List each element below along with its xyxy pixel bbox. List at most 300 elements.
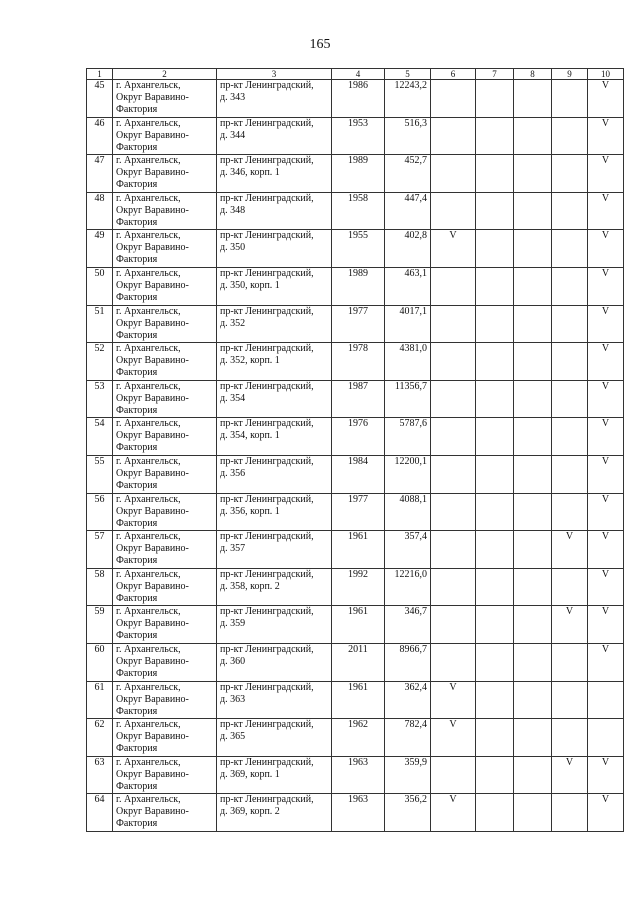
check-mark-c10: V	[588, 493, 624, 531]
address-street-line: д. 348	[220, 204, 246, 216]
address-city-line: Округ Варавино-	[116, 204, 189, 216]
address-city-line: г. Архангельск,	[116, 418, 181, 430]
row-number: 59	[87, 606, 113, 644]
check-mark-c9	[552, 117, 588, 155]
address-city-line: Округ Варавино-	[116, 580, 189, 592]
row-number: 58	[87, 568, 113, 606]
check-mark-c10: V	[588, 794, 624, 832]
build-year: 1963	[332, 756, 385, 794]
address-street	[217, 681, 332, 719]
check-mark-c8	[514, 230, 552, 268]
address-city-line: г. Архангельск,	[116, 192, 181, 204]
row-number: 62	[87, 719, 113, 757]
address-city	[113, 192, 217, 230]
build-year: 1963	[332, 794, 385, 832]
check-mark-c9	[552, 568, 588, 606]
address-city-line: Округ Варавино-	[116, 467, 189, 479]
check-mark-c10: V	[588, 455, 624, 493]
check-mark-c8	[514, 192, 552, 230]
address-city-line: Фактория	[116, 517, 158, 529]
address-street	[217, 343, 332, 381]
total-area: 402,8	[385, 230, 431, 268]
total-area: 8966,7	[385, 643, 431, 681]
address-city-line: Фактория	[116, 479, 158, 491]
check-mark-c7	[476, 531, 514, 569]
check-mark-c10: V	[588, 267, 624, 305]
check-mark-c10: V	[588, 531, 624, 569]
check-mark-c6	[431, 192, 476, 230]
build-year: 1977	[332, 305, 385, 343]
housing-registry-table	[86, 68, 624, 832]
address-city	[113, 155, 217, 193]
column-header: 1	[87, 69, 113, 80]
row-number: 45	[87, 80, 113, 118]
check-mark-c10: V	[588, 756, 624, 794]
row-number: 54	[87, 418, 113, 456]
check-mark-c9	[552, 455, 588, 493]
column-header: 9	[552, 69, 588, 80]
check-mark-c8	[514, 267, 552, 305]
address-street-line: д. 343	[220, 92, 246, 103]
check-mark-c9	[552, 643, 588, 681]
check-mark-c6	[431, 418, 476, 456]
address-street	[217, 267, 332, 305]
address-street-line: д. 356	[220, 467, 246, 479]
check-mark-c7	[476, 305, 514, 343]
check-mark-c6: V	[431, 794, 476, 832]
row-number: 51	[87, 305, 113, 343]
address-city-line: Фактория	[116, 780, 158, 792]
address-city	[113, 493, 217, 531]
address-city	[113, 531, 217, 569]
check-mark-c10: V	[588, 606, 624, 644]
total-area: 12216,0	[385, 568, 431, 606]
address-street	[217, 643, 332, 681]
total-area: 4088,1	[385, 493, 431, 531]
address-street-line: пр-кт Ленинградский,	[220, 117, 314, 129]
table-row	[87, 493, 624, 531]
build-year: 1953	[332, 117, 385, 155]
table-row	[87, 756, 624, 794]
address-city	[113, 117, 217, 155]
address-street	[217, 568, 332, 606]
address-city-line: Фактория	[116, 404, 158, 416]
check-mark-c10	[588, 719, 624, 757]
check-mark-c6	[431, 380, 476, 418]
total-area: 452,7	[385, 155, 431, 193]
build-year: 1961	[332, 531, 385, 569]
table-row	[87, 681, 624, 719]
address-street-line: пр-кт Ленинградский,	[220, 681, 314, 693]
address-city-line: Фактория	[116, 705, 158, 717]
address-street	[217, 155, 332, 193]
row-number: 52	[87, 343, 113, 381]
check-mark-c9	[552, 719, 588, 757]
build-year: 1962	[332, 719, 385, 757]
address-street	[217, 493, 332, 531]
address-city-line: г. Архангельск,	[116, 681, 181, 693]
check-mark-c10: V	[588, 568, 624, 606]
check-mark-c8	[514, 606, 552, 644]
check-mark-c8	[514, 117, 552, 155]
total-area: 362,4	[385, 681, 431, 719]
address-street-line: пр-кт Ленинградский,	[220, 192, 314, 204]
check-mark-c6	[431, 455, 476, 493]
address-city-line: Фактория	[116, 818, 158, 830]
row-number: 64	[87, 794, 113, 832]
check-mark-c10: V	[588, 230, 624, 268]
check-mark-c8	[514, 418, 552, 456]
check-mark-c6	[431, 643, 476, 681]
check-mark-c8	[514, 756, 552, 794]
address-city-line: Округ Варавино-	[116, 505, 189, 517]
check-mark-c9	[552, 493, 588, 531]
check-mark-c7	[476, 681, 514, 719]
check-mark-c10: V	[588, 380, 624, 418]
address-city-line: г. Архангельск,	[116, 568, 181, 580]
check-mark-c10: V	[588, 305, 624, 343]
address-street	[217, 117, 332, 155]
total-area: 356,2	[385, 794, 431, 832]
build-year: 1976	[332, 418, 385, 456]
address-city-line: г. Архангельск,	[116, 794, 181, 806]
address-street	[217, 192, 332, 230]
build-year: 1958	[332, 192, 385, 230]
address-street-line: пр-кт Ленинградский,	[220, 267, 314, 279]
build-year: 1978	[332, 343, 385, 381]
check-mark-c7	[476, 117, 514, 155]
check-mark-c8	[514, 719, 552, 757]
address-street-line: пр-кт Ленинградский,	[220, 418, 314, 430]
address-street-line: пр-кт Ленинградский,	[220, 380, 314, 392]
address-city-line: г. Архангельск,	[116, 719, 181, 731]
address-city	[113, 343, 217, 381]
address-city-line: Округ Варавино-	[116, 392, 189, 404]
address-city-line: г. Архангельск,	[116, 643, 181, 655]
row-number: 55	[87, 455, 113, 493]
address-city-line: Фактория	[116, 179, 158, 191]
address-city-line: г. Архангельск,	[116, 756, 181, 768]
table-row	[87, 192, 624, 230]
check-mark-c6	[431, 756, 476, 794]
table-row	[87, 418, 624, 456]
address-city	[113, 267, 217, 305]
address-street-line: д. 350	[220, 242, 246, 254]
address-street	[217, 531, 332, 569]
address-street-line: пр-кт Ленинградский,	[220, 531, 314, 543]
total-area: 12243,2	[385, 80, 431, 118]
column-header: 3	[217, 69, 332, 80]
check-mark-c10: V	[588, 343, 624, 381]
address-city-line: г. Архангельск,	[116, 305, 181, 317]
address-street	[217, 794, 332, 832]
address-street-line: пр-кт Ленинградский,	[220, 230, 314, 242]
build-year: 1977	[332, 493, 385, 531]
check-mark-c8	[514, 681, 552, 719]
address-city-line: г. Архангельск,	[116, 455, 181, 467]
address-city	[113, 80, 217, 118]
address-city-line: Округ Варавино-	[116, 167, 189, 179]
address-street-line: д. 352	[220, 317, 246, 329]
table-body	[87, 80, 624, 832]
address-city-line: Фактория	[116, 630, 158, 642]
check-mark-c8	[514, 794, 552, 832]
address-city-line: Округ Варавино-	[116, 129, 189, 141]
check-mark-c6	[431, 568, 476, 606]
row-number: 46	[87, 117, 113, 155]
table-row	[87, 455, 624, 493]
address-city-line: Округ Варавино-	[116, 279, 189, 291]
address-city-line: Фактория	[116, 141, 158, 153]
check-mark-c7	[476, 230, 514, 268]
row-number: 56	[87, 493, 113, 531]
row-number: 47	[87, 155, 113, 193]
row-number: 53	[87, 380, 113, 418]
address-city-line: Округ Варавино-	[116, 731, 189, 743]
check-mark-c10: V	[588, 643, 624, 681]
address-city-line: Фактория	[116, 442, 158, 454]
address-city	[113, 418, 217, 456]
address-street	[217, 455, 332, 493]
build-year: 1987	[332, 380, 385, 418]
check-mark-c10	[588, 681, 624, 719]
address-street-line: д. 354, корп. 1	[220, 430, 280, 442]
address-street-line: пр-кт Ленинградский,	[220, 455, 314, 467]
check-mark-c6	[431, 531, 476, 569]
check-mark-c7	[476, 380, 514, 418]
check-mark-c10: V	[588, 192, 624, 230]
address-city-line: Фактория	[116, 555, 158, 567]
check-mark-c8	[514, 380, 552, 418]
column-header: 5	[385, 69, 431, 80]
address-street-line: пр-кт Ленинградский,	[220, 493, 314, 505]
total-area: 447,4	[385, 192, 431, 230]
table-row	[87, 117, 624, 155]
address-city-line: Фактория	[116, 329, 158, 341]
address-city	[113, 455, 217, 493]
check-mark-c6: V	[431, 681, 476, 719]
address-street-line: пр-кт Ленинградский,	[220, 305, 314, 317]
address-street	[217, 418, 332, 456]
address-city-line: Округ Варавино-	[116, 355, 189, 367]
address-street-line: пр-кт Ленинградский,	[220, 643, 314, 655]
check-mark-c9	[552, 155, 588, 193]
check-mark-c9	[552, 192, 588, 230]
address-city-line: Округ Варавино-	[116, 806, 189, 818]
table-row	[87, 155, 624, 193]
check-mark-c8	[514, 80, 552, 118]
check-mark-c10: V	[588, 117, 624, 155]
build-year: 1989	[332, 155, 385, 193]
address-city-line: г. Архангельск,	[116, 155, 181, 167]
check-mark-c7	[476, 568, 514, 606]
build-year: 1984	[332, 455, 385, 493]
table-row	[87, 568, 624, 606]
address-city	[113, 380, 217, 418]
check-mark-c6	[431, 493, 476, 531]
address-street-line: д. 369, корп. 2	[220, 806, 280, 818]
address-street-line: д. 344	[220, 129, 246, 141]
address-street-line: д. 346, корп. 1	[220, 167, 280, 179]
total-area: 5787,6	[385, 418, 431, 456]
row-number: 60	[87, 643, 113, 681]
check-mark-c6	[431, 606, 476, 644]
table-row	[87, 230, 624, 268]
address-street-line: д. 369, корп. 1	[220, 768, 280, 780]
column-header: 7	[476, 69, 514, 80]
address-city-line: Округ Варавино-	[116, 768, 189, 780]
check-mark-c8	[514, 343, 552, 381]
row-number: 50	[87, 267, 113, 305]
build-year: 2011	[332, 643, 385, 681]
column-header: 8	[514, 69, 552, 80]
address-street-line: пр-кт Ленинградский,	[220, 568, 314, 580]
build-year: 1961	[332, 681, 385, 719]
address-street-line: д. 354	[220, 392, 246, 404]
check-mark-c7	[476, 418, 514, 456]
address-city-line: г. Архангельск,	[116, 80, 181, 91]
check-mark-c8	[514, 531, 552, 569]
address-street	[217, 230, 332, 268]
address-street-line: д. 352, корп. 1	[220, 355, 280, 367]
total-area: 4017,1	[385, 305, 431, 343]
check-mark-c9	[552, 794, 588, 832]
check-mark-c10: V	[588, 418, 624, 456]
address-city	[113, 719, 217, 757]
address-street-line: пр-кт Ленинградский,	[220, 343, 314, 355]
column-header: 4	[332, 69, 385, 80]
build-year: 1961	[332, 606, 385, 644]
check-mark-c7	[476, 192, 514, 230]
address-city-line: г. Архангельск,	[116, 267, 181, 279]
address-street-line: пр-кт Ленинградский,	[220, 756, 314, 768]
check-mark-c9	[552, 418, 588, 456]
check-mark-c7	[476, 643, 514, 681]
total-area: 11356,7	[385, 380, 431, 418]
check-mark-c6: V	[431, 230, 476, 268]
check-mark-c7	[476, 267, 514, 305]
check-mark-c7	[476, 493, 514, 531]
check-mark-c9	[552, 267, 588, 305]
address-city-line: Фактория	[116, 104, 158, 115]
address-street	[217, 80, 332, 118]
check-mark-c9: V	[552, 606, 588, 644]
address-street	[217, 305, 332, 343]
table-row	[87, 380, 624, 418]
address-street-line: д. 360	[220, 655, 246, 667]
address-city-line: Фактория	[116, 216, 158, 228]
total-area: 359,9	[385, 756, 431, 794]
address-street-line: д. 358, корп. 2	[220, 580, 280, 592]
address-city	[113, 643, 217, 681]
table-row	[87, 80, 624, 118]
check-mark-c9	[552, 305, 588, 343]
check-mark-c7	[476, 343, 514, 381]
table-row	[87, 531, 624, 569]
check-mark-c8	[514, 568, 552, 606]
check-mark-c6	[431, 80, 476, 118]
table-row	[87, 343, 624, 381]
address-street-line: д. 357	[220, 543, 246, 555]
column-header: 2	[113, 69, 217, 80]
page-number: 165	[309, 37, 331, 52]
check-mark-c7	[476, 719, 514, 757]
check-mark-c9	[552, 380, 588, 418]
check-mark-c8	[514, 643, 552, 681]
address-city	[113, 230, 217, 268]
address-city-line: Округ Варавино-	[116, 693, 189, 705]
address-street-line: д. 365	[220, 731, 246, 743]
address-city-line: Округ Варавино-	[116, 543, 189, 555]
check-mark-c9: V	[552, 756, 588, 794]
column-header: 6	[431, 69, 476, 80]
address-city-line: Округ Варавино-	[116, 618, 189, 630]
address-city-line: Округ Варавино-	[116, 317, 189, 329]
row-number: 61	[87, 681, 113, 719]
address-city-line: Фактория	[116, 743, 158, 755]
address-city	[113, 681, 217, 719]
build-year: 1955	[332, 230, 385, 268]
table-row	[87, 305, 624, 343]
table-row	[87, 267, 624, 305]
check-mark-c9	[552, 681, 588, 719]
address-city-line: Округ Варавино-	[116, 92, 189, 103]
address-city-line: Округ Варавино-	[116, 430, 189, 442]
address-city	[113, 756, 217, 794]
check-mark-c9: V	[552, 531, 588, 569]
total-area: 782,4	[385, 719, 431, 757]
address-street	[217, 606, 332, 644]
address-city	[113, 305, 217, 343]
row-number: 57	[87, 531, 113, 569]
row-number: 48	[87, 192, 113, 230]
check-mark-c7	[476, 455, 514, 493]
check-mark-c10: V	[588, 80, 624, 118]
address-city-line: Фактория	[116, 667, 158, 679]
build-year: 1989	[332, 267, 385, 305]
check-mark-c8	[514, 493, 552, 531]
table-row	[87, 794, 624, 832]
address-street-line: д. 356, корп. 1	[220, 505, 280, 517]
check-mark-c8	[514, 305, 552, 343]
address-city	[113, 568, 217, 606]
build-year: 1992	[332, 568, 385, 606]
address-street-line: пр-кт Ленинградский,	[220, 155, 314, 167]
address-city-line: Фактория	[116, 254, 158, 266]
check-mark-c9	[552, 80, 588, 118]
check-mark-c6	[431, 155, 476, 193]
total-area: 4381,0	[385, 343, 431, 381]
check-mark-c7	[476, 80, 514, 118]
total-area: 346,7	[385, 606, 431, 644]
total-area: 516,3	[385, 117, 431, 155]
header-row	[87, 69, 624, 80]
address-street-line: пр-кт Ленинградский,	[220, 719, 314, 731]
check-mark-c7	[476, 606, 514, 644]
address-city	[113, 794, 217, 832]
check-mark-c9	[552, 343, 588, 381]
address-city-line: г. Архангельск,	[116, 606, 181, 618]
address-street-line: д. 359	[220, 618, 246, 630]
address-city-line: г. Архангельск,	[116, 380, 181, 392]
check-mark-c8	[514, 455, 552, 493]
address-city-line: Фактория	[116, 592, 158, 604]
check-mark-c7	[476, 756, 514, 794]
check-mark-c6	[431, 267, 476, 305]
table-row	[87, 606, 624, 644]
total-area: 12200,1	[385, 455, 431, 493]
address-street-line: пр-кт Ленинградский,	[220, 794, 314, 806]
